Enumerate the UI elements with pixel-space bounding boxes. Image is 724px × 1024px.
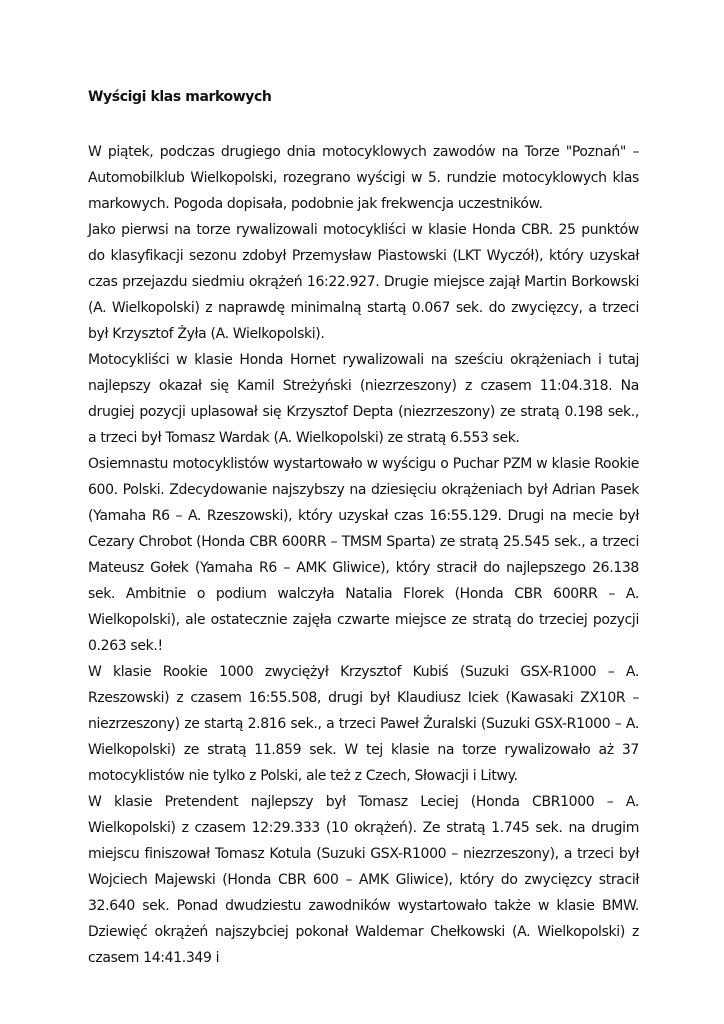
paragraph-honda-hornet: Motocykliści w klasie Honda Hornet rywalizowali na sześciu okrążeniach i tutaj najlepszy okazał się Kamil Streżyński (niezrzeszony) z czasem 11:04.318. Na drugiej pozycji uplasował się Krzysztof Depta (niezrzeszony) ze stratą 0.198 sek., a trzeci był Tomasz Wardak (A. Wielkopolski) ze stratą 6.553 sek. bbox=[88, 352, 639, 446]
paragraph-rookie-1000: W klasie Rookie 1000 zwyciężył Krzysztof Kubiś (Suzuki GSX-R1000 – A. Rzeszowski) z czasem 16:55.508, drugi był Klaudiusz Iciek (Kawasaki ZX10R – niezrzeszony) ze startą 2.816 sek., a trzeci Paweł Żuralski (Suzuki GSX-R1000 – A. Wielkopolski) ze stratą 11.859 sek. W tej klasie na torze rywalizowało aż 37 motocyklistów nie tylko z Polski, ale też z Czech, Słowacji i Litwy. bbox=[88, 664, 639, 784]
paragraph-rookie-600: Osiemnastu motocyklistów wystartowało w wyścigu o Puchar PZM w klasie Rookie 600. Polski. Zdecydowanie najszybszy na dziesięciu okrążeniach był Adrian Pasek (Yamaha R6 – A. Rzeszowski), który uzyskał czas 16:55.129. Drugi na mecie był Cezary Chrobot (Honda CBR 600RR – TMSM Sparta) ze stratą 25.545 sek., a trzeci Mateusz Gołek (Yamaha R6 – AMK Gliwice), który stracił do najlepszego 26.138 sek. Ambitnie o podium walczyła Natalia Florek (Honda CBR 600RR – A. Wielkopolski), ale ostatecznie zajęła czwarte miejsce ze stratą do trzeciej pozycji 0.263 sek.! bbox=[88, 456, 639, 654]
paragraph-honda-cbr: Jako pierwsi na torze rywalizowali motocykliści w klasie Honda CBR. 25 punktów do klasyfikacji sezonu zdobył Przemysław Piastowski (LKT Wyczół), który uzyskał czas przejazdu siedmiu okrążeń 16:22.927. Drugie miejsce zajął Martin Borkowski (A. Wielkopolski) z naprawdę minimalną startą 0.067 sek. do zwycięzcy, a trzeci był Krzysztof Żyła (A. Wielkopolski). bbox=[88, 222, 639, 342]
paragraph-intro: W piątek, podczas drugiego dnia motocyklowych zawodów na Torze "Poznań" – Automobilklub Wielkopolski, rozegrano wyścigi w 5. rundzie motocyklowych klas markowych. Pogoda dopisała, podobnie jak frekwencja uczestników. bbox=[88, 144, 639, 212]
article-title: Wyścigi klas markowych bbox=[88, 89, 272, 105]
title-spacer bbox=[88, 110, 639, 139]
article-body bbox=[88, 84, 639, 971]
paragraph-pretendent-bmw: W klasie Pretendent najlepszy był Tomasz Leciej (Honda CBR1000 – A. Wielkopolski) z czasem 12:29.333 (10 okrążeń). Ze stratą 1.745 sek. na drugim miejscu finiszował Tomasz Kotula (Suzuki GSX-R1000 – niezrzeszony), a trzeci był Wojciech Majewski (Honda CBR 600 – AMK Gliwice), który do zwycięzcy stracił 32.640 sek. Ponad dwudziestu zawodników wystartowało także w klasie BMW. Dziewięć okrążeń najszybciej pokonał Waldemar Chełkowski (A. Wielkopolski) z czasem 14:41.349 i bbox=[88, 794, 639, 966]
